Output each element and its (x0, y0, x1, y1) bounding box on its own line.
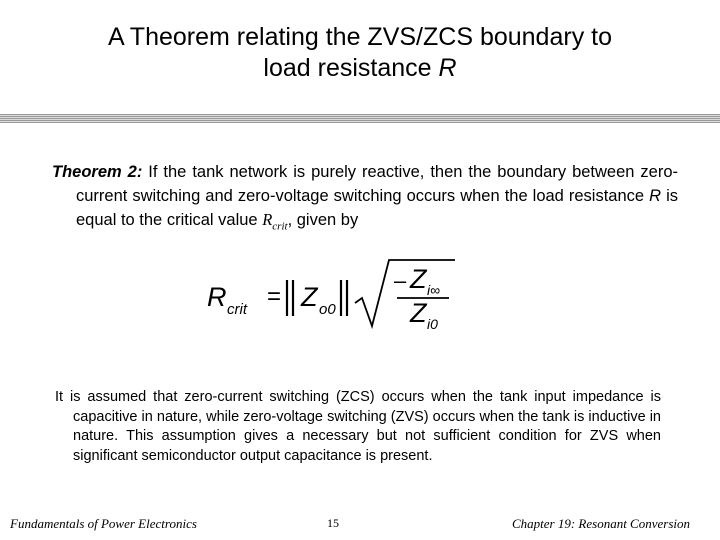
theorem-label: Theorem 2: (52, 163, 143, 181)
assumption-paragraph: It is assumed that zero-current switching (ZCS) occurs when the tank input impedance is capacitive in nature, while zero-voltage switching (ZVS) occurs when the tank is inductive in nature. This assumption gives a necessary but not sufficient condition for ZVS when significant semiconductor output capacitance is present. (55, 389, 661, 464)
footer-book-title: Fundamentals of Power Electronics (10, 516, 197, 531)
theorem-variable-r: R (649, 187, 662, 205)
footer-page-number: 15 (327, 516, 339, 530)
title-variable-r: R (438, 54, 457, 82)
formula-den-sub: i0 (427, 316, 438, 330)
title-line-1: A Theorem relating the ZVS/ZCS boundary to (108, 23, 612, 51)
theorem-text-3: , given by (287, 211, 359, 229)
formula-num-main: Z (410, 264, 427, 294)
formula-z-sub: o0 (319, 301, 336, 318)
theorem-text-2: is equal to the critical value (76, 187, 678, 229)
formula-lhs-sub: crit (227, 301, 247, 318)
formula-equals: = (267, 283, 282, 310)
footer-chapter: Chapter 19: Resonant Conversion (511, 516, 690, 531)
formula-lhs-main: R (207, 282, 227, 312)
rcrit-formula (205, 258, 455, 330)
formula-z-main: Z (301, 282, 318, 312)
formula-den-main: Z (410, 298, 427, 328)
theorem-paragraph (52, 160, 678, 238)
theorem-rcrit-main: R (262, 210, 273, 229)
theorem-rcrit (262, 210, 288, 233)
slide-title (40, 22, 680, 84)
theorem-rcrit-sub: crit (272, 220, 288, 233)
theorem-text-1: If the tank network is purely reactive, then the boundary between zero-current switching and zero-voltage switching occurs when the load resistance (76, 163, 679, 205)
assumption-note (55, 388, 661, 466)
title-line-2-text: load resistance (263, 54, 439, 82)
formula-num-sub: i∞ (427, 282, 441, 298)
theorem-block (52, 160, 678, 238)
title-divider (0, 114, 720, 123)
formula-num-sign: – (394, 268, 407, 293)
title-line-2 (40, 53, 680, 84)
